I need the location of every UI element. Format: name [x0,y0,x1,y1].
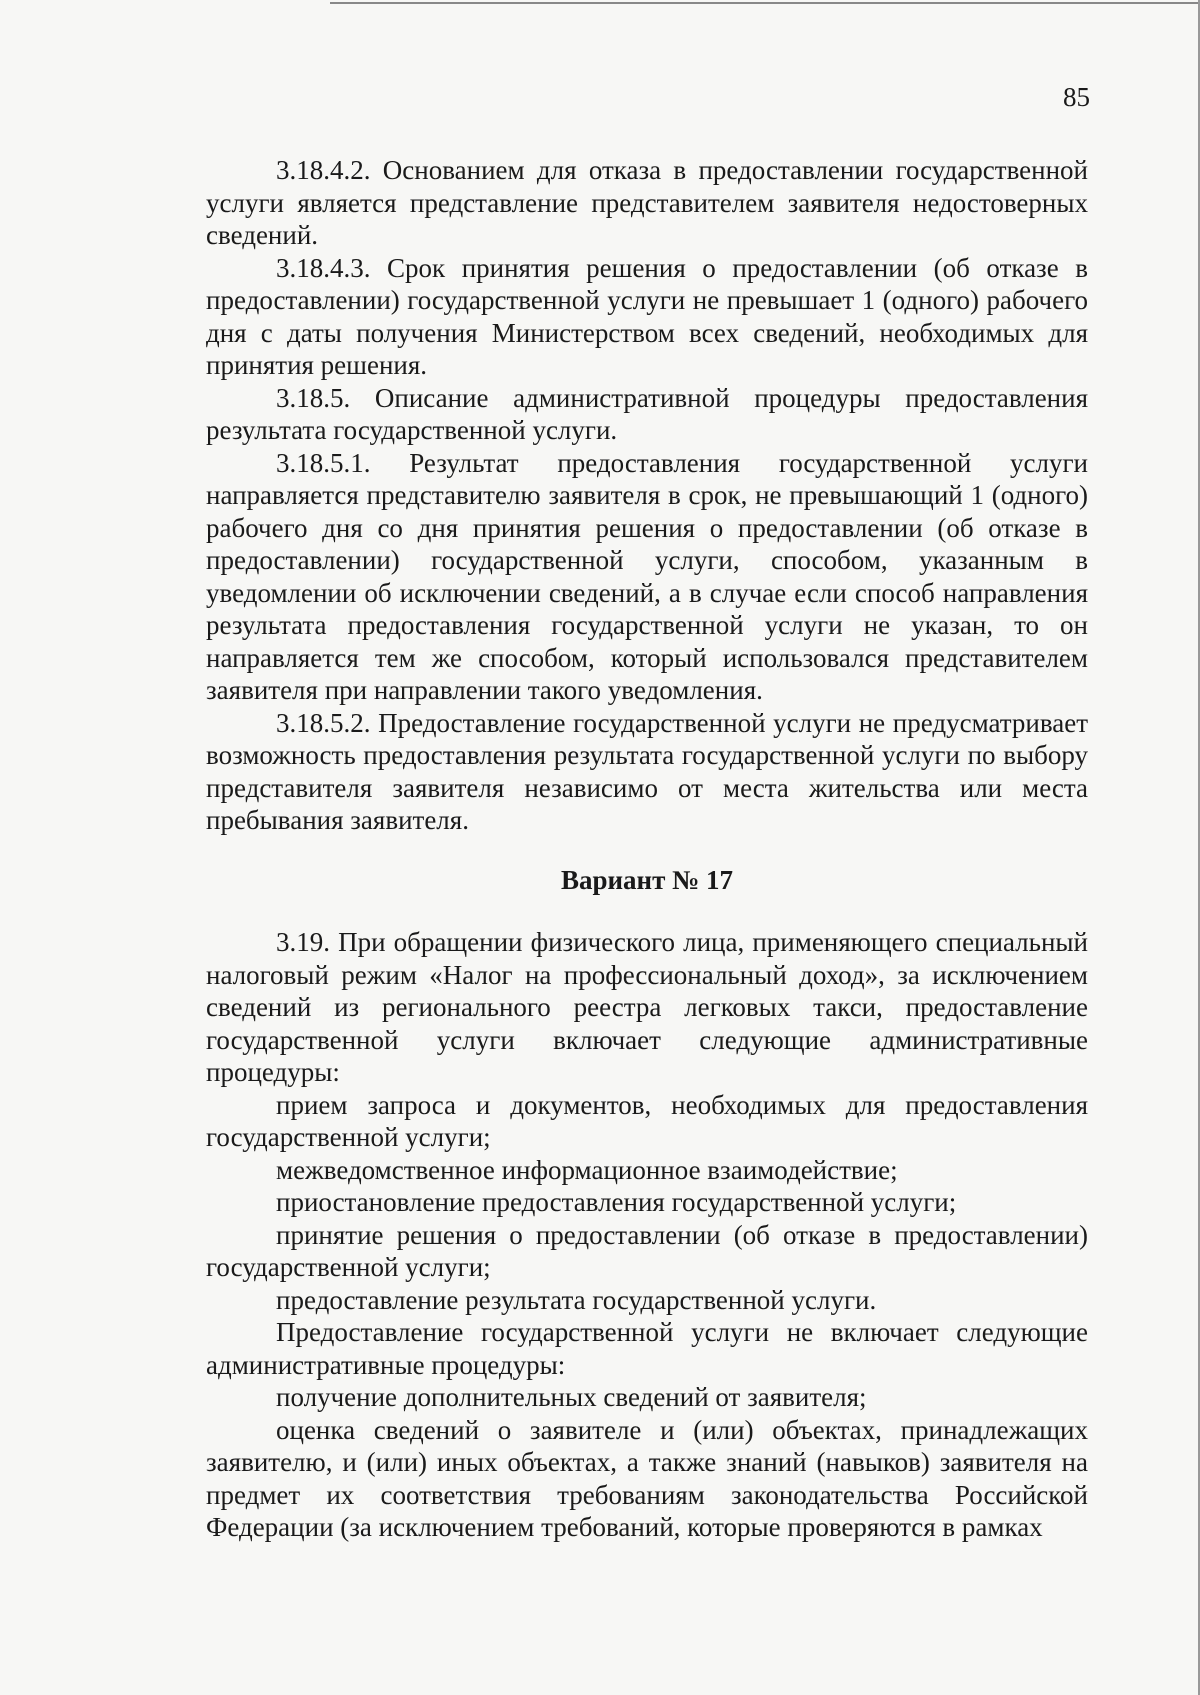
paragraph-3-19: 3.19. При обращении физического лица, применяющего специальный налоговый режим «Налог на профессиональный доход», за исключением сведений из регионального реестра легковых такси, предоставление государственной услуги включает следующие административные процедуры: [206,927,1088,1087]
paragraph-3-18-5: 3.18.5. Описание административной процедуры предоставления результата государственной услуги. [206,382,1088,445]
paragraph-3-18-4-3: 3.18.4.3. Срок принятия решения о предоставлении (об отказе в предоставлении) государственной услуги не превышает 1 (одного) рабочего дня с даты получения Министерством всех сведений, необходимых для принятия решения. [206,252,1088,380]
list-item: приостановление предоставления государственной услуги; [276,1187,957,1217]
page-number: 85 [1063,82,1090,112]
list-item: оценка сведений о заявителе и (или) объектах, принадлежащих заявителю, и (или) иных объектах, а также знаний (навыков) заявителя на предмет их соответствия требованиям законодательства Российской Федерации (за исключением требований, которые проверяются в рамках [206,1414,1088,1542]
scan-top-edge [330,2,1200,4]
list-item: прием запроса и документов, необходимых для предоставления государственной услуги; [206,1089,1088,1152]
section-heading: Вариант № 17 [560,864,734,895]
list-item: получение дополнительных сведений от заявителя; [276,1382,867,1412]
list-item: межведомственное информационное взаимодействие; [276,1154,898,1185]
paragraph-3-18-4-2: 3.18.4.2. Основанием для отказа в предоставлении государственной услуги является представление представителем заявителя недостоверных сведений. [206,155,1088,250]
paragraph-3-18-5-2: 3.18.5.2. Предоставление государственной услуги не предусматривает возможность предоставления результата государственной услуги по выбору представителя заявителя независимо от места жительства или места пребывания заявителя. [206,707,1088,835]
document-body [206,154,1088,1544]
list-item: предоставление результата государственной услуги. [276,1284,877,1315]
list-item: принятие решения о предоставлении (об отказе в предоставлении) государственной услуги; [206,1219,1088,1282]
paragraph-3-18-5-1: 3.18.5.1. Результат предоставления государственной услуги направляется представителю заявителя в срок, не превышающий 1 (одного) рабочего дня со дня принятия решения о предоставлении (об отказе в предоставлении) государственной услуги, способом, указанным в уведомлении об исключении сведений, а в случае если способ направления результата предоставления государственной услуги не указан, то он направляется тем же способом, который использовался представителем заявителя при направлении такого уведомления. [206,447,1088,705]
paragraph-exclusions: Предоставление государственной услуги не включает следующие административные процедуры: [206,1317,1088,1380]
